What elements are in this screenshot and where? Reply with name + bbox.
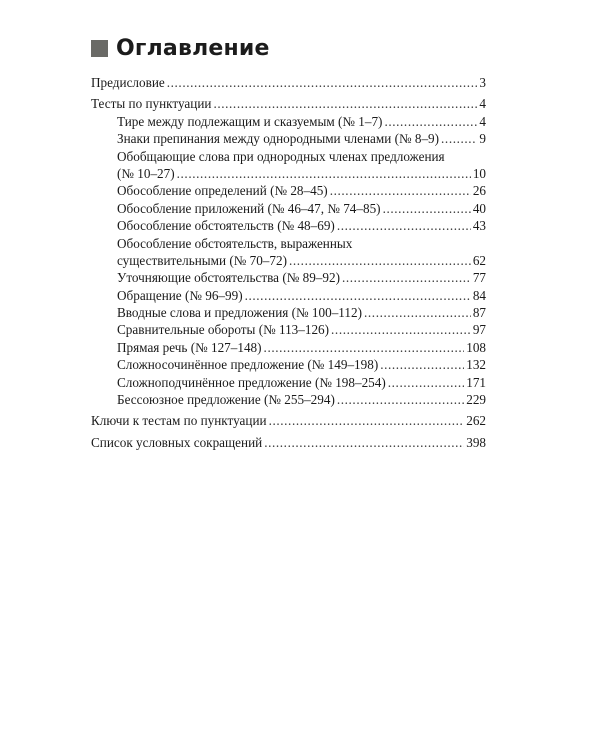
table-of-contents — [91, 74, 486, 451]
toc-subentry[interactable] — [91, 339, 486, 356]
toc-subentry-page: 84 — [472, 287, 486, 303]
toc-entry-label: Предисловие — [91, 75, 165, 90]
toc-subentry-continuation[interactable] — [91, 165, 486, 182]
toc-subentry[interactable] — [91, 321, 486, 338]
toc-entry-preface[interactable] — [91, 74, 486, 91]
toc-subentry-page: 77 — [472, 270, 486, 286]
toc-entry-page: 398 — [466, 434, 486, 450]
page-title — [91, 36, 270, 61]
toc-subentry-label: Обособление определений (№ 28–45) — [117, 183, 328, 199]
toc-subentry-label: Уточняющие обстоятельства (№ 89–92) — [117, 270, 340, 286]
toc-entry-keys[interactable] — [91, 412, 486, 429]
toc-subentry-label: Бессоюзное предложение (№ 255–294) — [117, 392, 335, 408]
toc-subentry-page: 62 — [472, 252, 486, 268]
leader-dots — [388, 374, 464, 391]
toc-subentry-label: Прямая речь (№ 127–148) — [117, 339, 262, 355]
toc-subentry-label: Сравнительные обороты (№ 113–126) — [117, 322, 330, 338]
toc-subentry-page: 9 — [479, 131, 486, 147]
toc-subentry-page: 26 — [472, 183, 486, 199]
toc-subentry-label: Сложносочинённое предложение (№ 149–198) — [117, 357, 379, 373]
leader-dots — [167, 74, 478, 91]
toc-subentry[interactable] — [91, 304, 486, 321]
leader-dots — [330, 182, 471, 199]
leader-dots — [213, 95, 477, 112]
leader-dots — [245, 287, 471, 304]
heading-square-icon — [91, 40, 108, 57]
toc-subentry[interactable] — [91, 148, 486, 165]
toc-entry-page: 3 — [479, 75, 486, 90]
toc-subentry[interactable] — [91, 235, 486, 252]
toc-subentry-page: 132 — [466, 357, 486, 373]
toc-subentry-label: Тире между подлежащим и сказуемым (№ 1–7) — [117, 113, 383, 129]
toc-subentry-label: Обособление приложений (№ 46–47, № 74–85) — [117, 200, 381, 216]
leader-dots — [269, 412, 465, 429]
toc-subentry-label: Знаки препинания между однородными членами (№ 8–9) — [117, 131, 440, 147]
toc-subentry-page: 10 — [472, 165, 486, 181]
toc-subentry[interactable] — [91, 356, 486, 373]
leader-dots — [441, 130, 477, 147]
toc-entry-label: Список условных сокращений — [91, 434, 263, 450]
toc-subentry-label: Обособление обстоятельств, выраженных — [117, 235, 353, 251]
toc-subentry-page: 40 — [472, 200, 486, 216]
toc-subentry-page: 43 — [472, 218, 486, 234]
toc-subentry[interactable] — [91, 287, 486, 304]
toc-subentry-page: 97 — [472, 322, 486, 338]
toc-subentry[interactable] — [91, 269, 486, 286]
leader-dots — [289, 252, 471, 269]
toc-entry-page: 262 — [466, 413, 486, 429]
leader-dots — [331, 321, 471, 338]
toc-subentry-label-continued: (№ 10–27) — [117, 165, 175, 181]
leader-dots — [337, 391, 464, 408]
toc-subentry-page: 171 — [466, 374, 486, 390]
leader-dots — [364, 304, 471, 321]
heading-text: Оглавление — [116, 36, 270, 61]
leader-dots — [342, 269, 471, 286]
toc-subentry-label: Обособление обстоятельств (№ 48–69) — [117, 218, 335, 234]
leader-dots — [337, 217, 471, 234]
leader-dots — [383, 200, 471, 217]
leader-dots — [384, 113, 477, 130]
leader-dots — [177, 165, 471, 182]
toc-subentry-page: 229 — [466, 392, 486, 408]
toc-entry-label: Тесты по пунктуации — [91, 96, 212, 112]
toc-subentry[interactable] — [91, 200, 486, 217]
toc-subentry-continuation[interactable] — [91, 252, 486, 269]
leader-dots — [264, 339, 465, 356]
toc-subentry[interactable] — [91, 374, 486, 391]
toc-subentry[interactable] — [91, 217, 486, 234]
toc-entry-abbreviations[interactable] — [91, 434, 486, 451]
toc-subentry-label: Вводные слова и предложения (№ 100–112) — [117, 305, 362, 321]
toc-subentry-page: 4 — [479, 113, 486, 129]
toc-subentry-page: 108 — [466, 339, 486, 355]
toc-subentry[interactable] — [91, 391, 486, 408]
toc-subentry[interactable] — [91, 113, 486, 130]
toc-subentry-label-continued: существительными (№ 70–72) — [117, 252, 287, 268]
toc-subentry-label: Обращение (№ 96–99) — [117, 287, 243, 303]
toc-entry-tests[interactable] — [91, 95, 486, 112]
toc-entry-label: Ключи к тестам по пунктуации — [91, 413, 267, 429]
toc-subentry-label: Обобщающие слова при однородных членах предложения — [117, 148, 445, 164]
toc-subentry-label: Сложноподчинённое предложение (№ 198–254) — [117, 374, 386, 390]
leader-dots — [380, 356, 464, 373]
toc-subentry[interactable] — [91, 130, 486, 147]
leader-dots — [264, 434, 464, 451]
toc-subentry[interactable] — [91, 182, 486, 199]
toc-subentry-page: 87 — [472, 305, 486, 321]
toc-entry-page: 4 — [479, 96, 486, 112]
